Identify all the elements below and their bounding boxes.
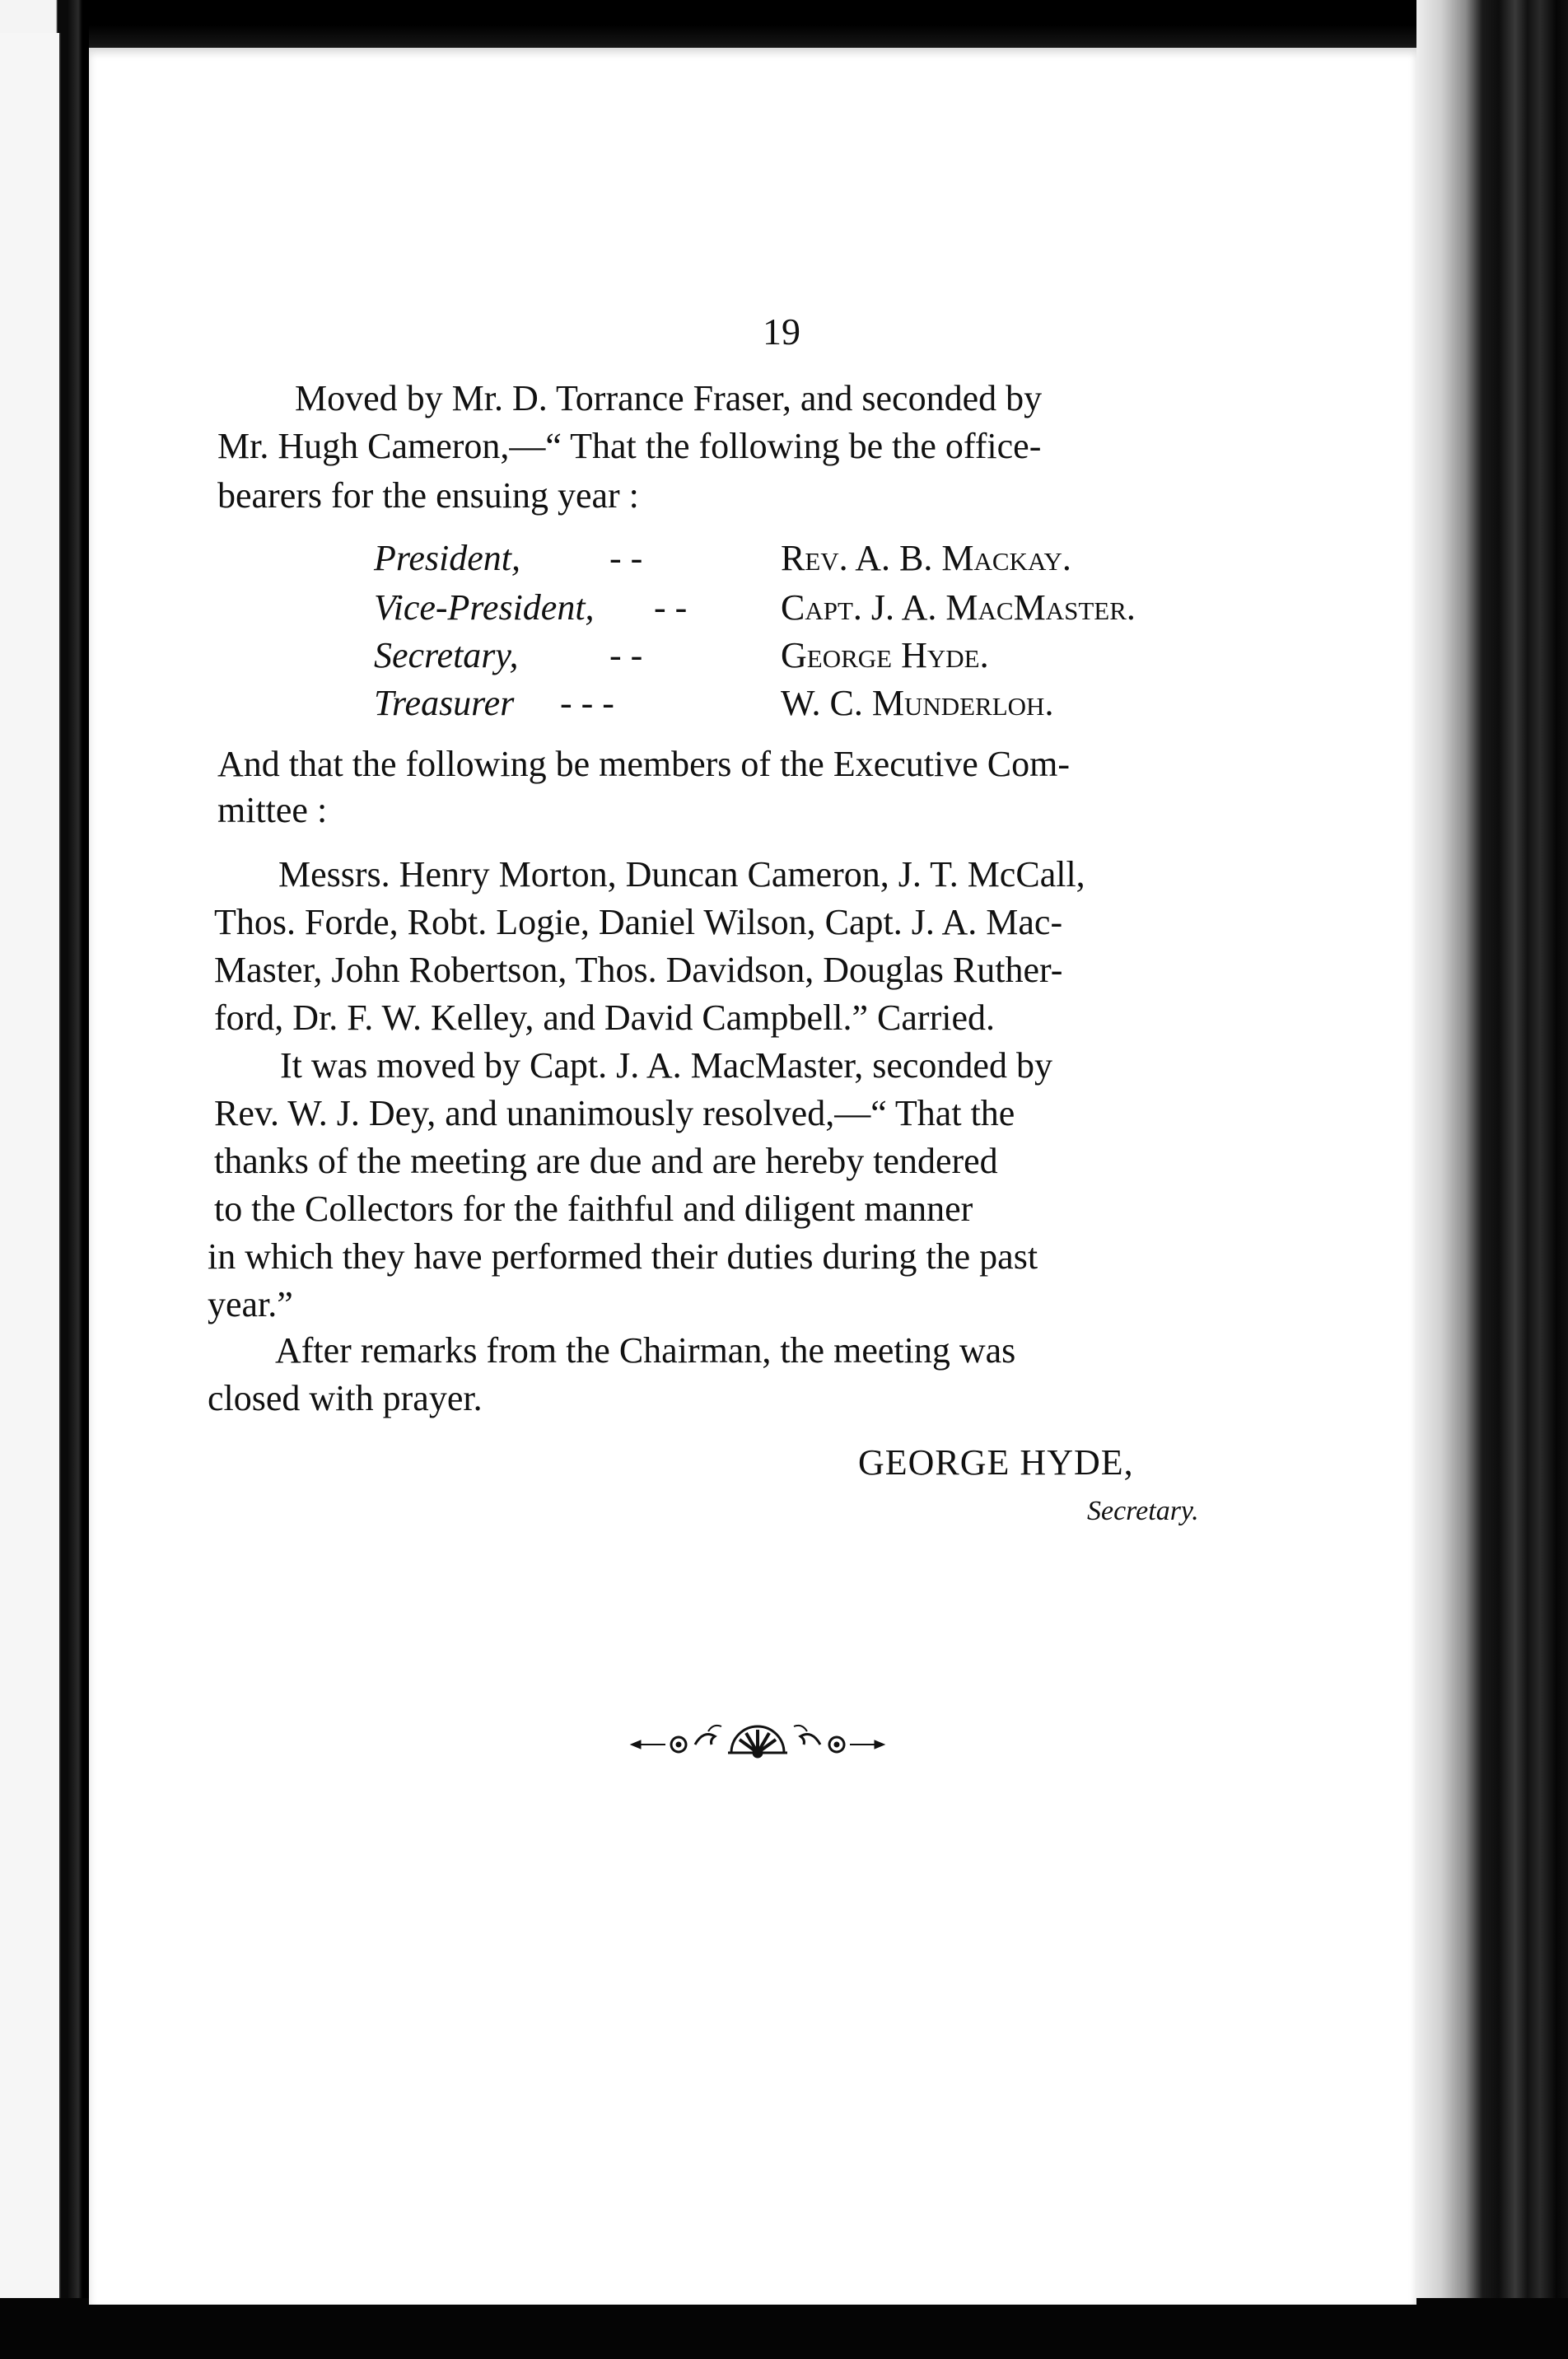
text-line: And that the following be members of the Executive Com- <box>217 744 1070 784</box>
text-line: It was moved by Capt. J. A. MacMaster, seconded by <box>280 1045 1052 1086</box>
officer-leader: - - <box>609 635 643 675</box>
text-line: Rev. W. J. Dey, and unanimously resolved,—“ That the <box>214 1093 1015 1133</box>
text-line: Moved by Mr. D. Torrance Fraser, and seconded by <box>295 378 1043 418</box>
scan-border-bottom <box>0 2298 1568 2359</box>
officer-title: Treasurer <box>374 683 515 723</box>
officer-name: Capt. J. A. MacMaster. <box>781 587 1136 628</box>
text-line: Mr. Hugh Cameron,—“ That the following be the office- <box>217 426 1042 466</box>
officer-name: George Hyde. <box>781 635 989 675</box>
text-line: in which they have performed their duties during the past <box>208 1236 1038 1277</box>
officer-name: W. C. Munderloh. <box>781 683 1054 723</box>
text-line: After remarks from the Chairman, the meeting was <box>275 1330 1016 1371</box>
text-line: Thos. Forde, Robt. Logie, Daniel Wilson, Capt. J. A. Mac- <box>214 902 1063 942</box>
text-line: closed with prayer. <box>208 1378 483 1418</box>
text-line: year.” <box>208 1284 293 1324</box>
book-fore-edge-right <box>1416 0 1568 2359</box>
text-line: ford, Dr. F. W. Kelley, and David Campbell.” Carried. <box>214 997 995 1038</box>
text-line: Master, John Robertson, Thos. Davidson, Douglas Ruther- <box>214 950 1063 990</box>
book-page <box>89 48 1416 2305</box>
officer-title: Secretary, <box>374 635 519 675</box>
page-number: 19 <box>763 311 800 353</box>
officer-leader: - - - <box>560 683 614 723</box>
officer-leader: - - <box>654 587 688 628</box>
printer-ornament <box>629 1720 886 1768</box>
text-line: mittee : <box>217 790 328 830</box>
signature-title: Secretary. <box>1087 1496 1199 1526</box>
officer-name: Rev. A. B. Mackay. <box>781 538 1071 578</box>
officer-leader: - - <box>609 538 643 578</box>
text-line: Messrs. Henry Morton, Duncan Cameron, J. T. McCall, <box>278 854 1085 895</box>
text-line: bearers for the ensuing year : <box>217 475 639 516</box>
officer-title: President, <box>374 538 520 578</box>
facing-page-edge <box>0 33 61 2306</box>
signature-name: GEORGE HYDE, <box>858 1442 1134 1483</box>
text-line: to the Collectors for the faithful and diligent manner <box>214 1189 973 1229</box>
officer-title: Vice-President, <box>374 587 595 628</box>
text-line: thanks of the meeting are due and are hereby tendered <box>214 1141 998 1181</box>
